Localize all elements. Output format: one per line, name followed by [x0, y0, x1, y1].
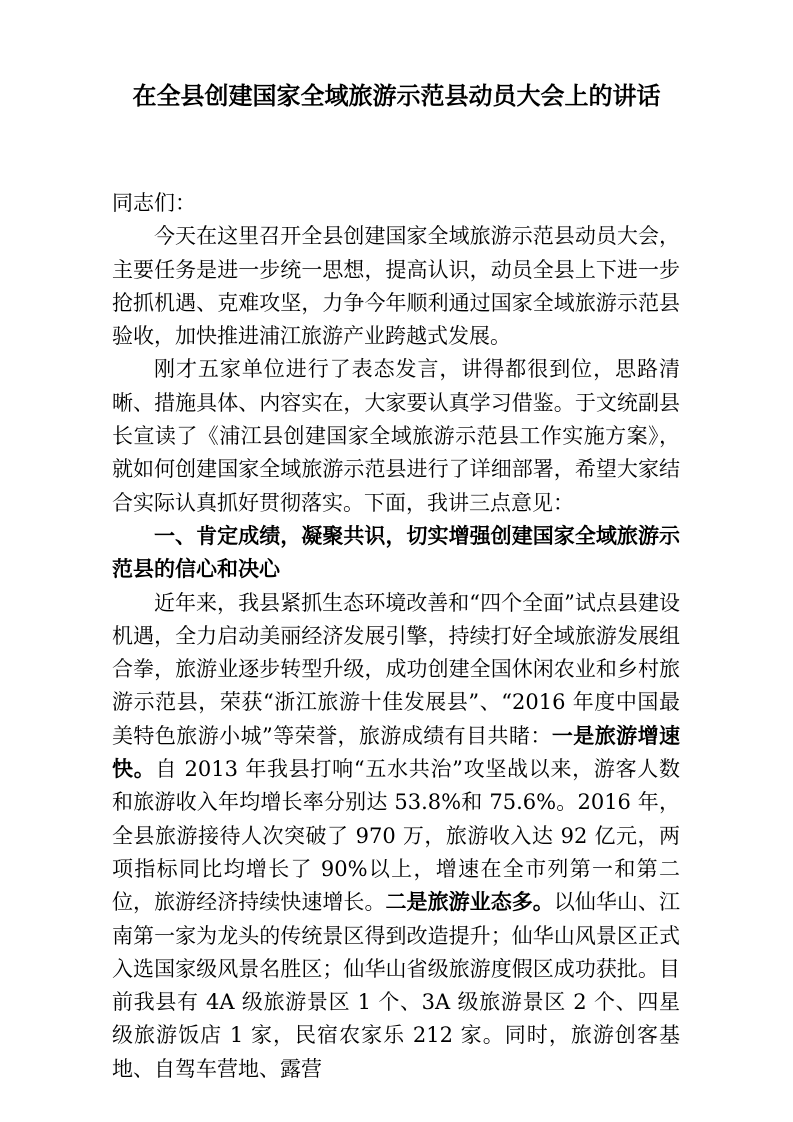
document-title: 在全县创建国家全域旅游示范县动员大会上的讲话	[132, 82, 661, 110]
bold-run-tourism-variety: 二是旅游业态多。	[385, 890, 554, 915]
paragraph-achievements	[112, 587, 680, 1086]
text-run-growth-figures: 自 2013 年我县打响“五水共治”攻坚战以来，游客人数和旅游收入年均增长率分别达 53.8%和 75.6%。2016 年，全县旅游接待人次突破了 970 万，旅游收入达 92 亿元，两项指标同比均增长了 90%以上，增速在全市列第一和第二位，旅游经济持续快速增长。	[112, 757, 681, 915]
text-run-scenic-areas: 以仙华山、江南第一家为龙头的传统景区得到改造提升；仙华山风景区正式入选国家级风景名胜区；仙华山省级旅游度假区成功获批。目前我县有 4A 级旅游景区 1 个、3A 级旅游景区 2 个、四星级旅游饭店 1 家，民宿农家乐 212 家。同时，旅游创客基地、自驾车营地、露营	[112, 890, 681, 1081]
section-heading-1: 一、肯定成绩，凝聚共识，切实增强创建国家全域旅游示范县的信心和决心	[112, 523, 680, 582]
text-run-recent-years: 近年来，我县紧抓生态环境改善和“四个全面”试点县建设机遇，全力启动美丽经济发展引擎，持续打好全域旅游发展组合拳，旅游业逐步转型升级，成功创建全国休闲农业和乡村旅游示范县，荣获“浙江旅游十佳发展县”、“2016 年度中国最美特色旅游小城”等荣誉，旅游成绩有目共睹：	[112, 590, 680, 748]
paragraph-meeting-purpose: 今天在这里召开全县创建国家全域旅游示范县动员大会，主要任务是进一步统一思想，提高认识，动员全县上下进一步抢抓机遇、克难攻坚，力争今年顺利通过国家全域旅游示范县验收，加快推进浦江旅游产业跨越式发展。	[112, 224, 680, 349]
bold-run-tourism-growth: 一是旅游增速快。	[112, 723, 681, 782]
paragraph-remarks-and-plan: 刚才五家单位进行了表态发言，讲得都很到位，思路清晰、措施具体、内容实在，大家要认真学习借鉴。于文统副县长宣读了《浦江县创建国家全域旅游示范县工作实施方案》，就如何创建国家全域旅游示范县进行了详细部署，希望大家结合实际认真抓好贯彻落实。下面，我讲三点意见：	[112, 357, 680, 515]
document-body	[112, 187, 680, 1086]
salutation: 同志们：	[112, 191, 196, 215]
